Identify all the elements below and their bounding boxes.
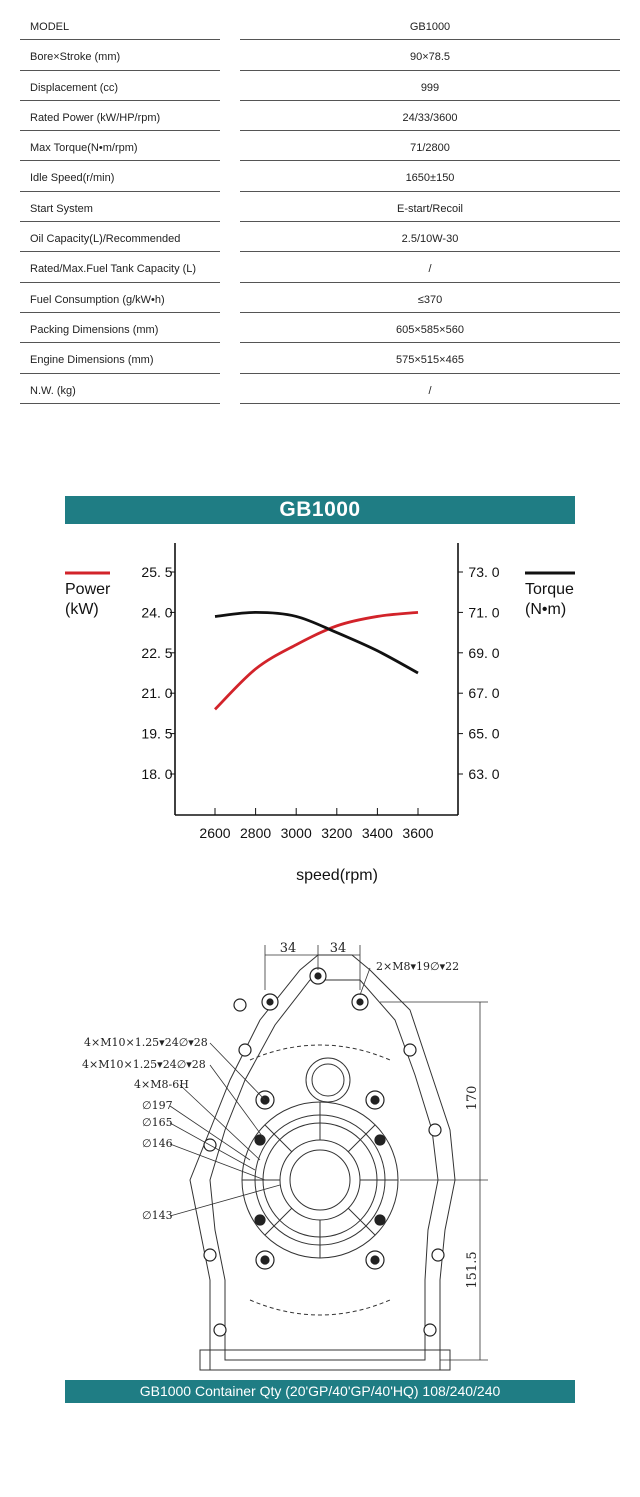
left-tick-label: 19. 5 [141, 725, 173, 742]
spec-value: E-start/Recoil [396, 202, 464, 215]
callout-left-6: ∅146 [142, 1137, 173, 1150]
spec-row [0, 101, 640, 131]
torque-legend-unit: (N•m) [525, 601, 567, 618]
spec-value: / [428, 384, 432, 397]
callout-left-2: 4×M10×1.25▾24∅▾28 [82, 1058, 206, 1071]
spec-row [0, 283, 640, 313]
spec-label: Bore×Stroke (mm) [30, 51, 121, 64]
callout-left-4: ∅197 [142, 1099, 173, 1112]
callout-left-7: ∅143 [142, 1209, 173, 1222]
spec-row [0, 161, 640, 191]
upper-hole [306, 1058, 350, 1102]
spec-value: ≤370 [417, 293, 443, 306]
spec-label: N.W. (kg) [30, 384, 76, 397]
dim-34-left: 34 [279, 941, 297, 956]
spec-value: 1650±150 [405, 172, 455, 185]
torque-curve [215, 612, 418, 673]
spec-value: 71/2800 [410, 142, 450, 155]
spec-label: Start System [30, 202, 93, 215]
dim-151-5: 151.5 [465, 1251, 480, 1289]
spec-table [0, 10, 640, 404]
spec-label: Packing Dimensions (mm) [30, 323, 159, 336]
x-tick-label: 3600 [402, 825, 434, 841]
spec-row [0, 252, 640, 282]
spec-value: 2.5/10W-30 [401, 233, 459, 246]
callout-left-3: 4×M8-6H [134, 1078, 189, 1091]
x-tick-label: 3400 [361, 825, 393, 841]
spec-row [0, 40, 640, 70]
spec-row [0, 10, 640, 40]
callout-left-5: ∅165 [142, 1116, 173, 1129]
spec-value: 90×78.5 [409, 51, 451, 64]
housing-inner-outline [210, 980, 438, 1360]
spec-label: Idle Speed(r/min) [30, 172, 115, 185]
spec-value: 575×515×465 [396, 354, 464, 367]
x-axis-label: speed(rpm) [296, 867, 378, 884]
left-tick-label: 25. 5 [141, 564, 173, 580]
x-tick-label: 2600 [199, 825, 231, 841]
spec-row [0, 192, 640, 222]
spec-row [0, 131, 640, 161]
spec-label: Rated Power (kW/HP/rpm) [30, 111, 161, 124]
spec-row [0, 374, 640, 404]
spec-label: Rated/Max.Fuel Tank Capacity (L) [30, 263, 197, 276]
right-tick-label: 63. 0 [468, 766, 500, 782]
x-tick-label: 3200 [321, 825, 353, 841]
left-tick-label: 18. 0 [141, 766, 173, 782]
callout-top: 2×M8▾19∅▾22 [376, 960, 460, 973]
spec-value: / [428, 263, 432, 276]
right-tick-label: 65. 0 [468, 725, 500, 742]
spec-row [0, 343, 640, 373]
spec-value: GB1000 [409, 21, 451, 33]
dim-170: 170 [465, 1085, 480, 1111]
engine-technical-drawing [60, 930, 580, 1376]
left-tick-label: 22. 5 [141, 644, 173, 661]
callout-left-1: 4×M10×1.25▾24∅▾28 [84, 1036, 208, 1049]
spec-value: 24/33/3600 [402, 111, 458, 124]
power-curve [215, 612, 418, 709]
bearing-circle-inner [290, 1150, 350, 1210]
chart-banner: GB1000 [65, 496, 575, 524]
right-tick-label: 69. 0 [468, 644, 500, 661]
spec-label: MODEL [30, 21, 70, 33]
right-tick-label: 67. 0 [468, 685, 500, 702]
spec-row [0, 313, 640, 343]
x-tick-label: 2800 [240, 825, 272, 841]
spec-row [0, 71, 640, 101]
spec-label: Fuel Consumption (g/kW•h) [30, 293, 165, 306]
power-legend-label: Power [65, 581, 111, 598]
left-tick-label: 24. 0 [141, 604, 173, 621]
spec-label: Max Torque(N•m/rpm) [30, 142, 138, 155]
spec-label-underline [20, 403, 220, 404]
spec-label: Displacement (cc) [30, 81, 119, 94]
container-qty-banner: GB1000 Container Qty (20'GP/40'GP/40'HQ) 108/240/240 [65, 1380, 575, 1403]
housing-outline [190, 955, 455, 1370]
power-legend-unit: (kW) [65, 601, 99, 618]
torque-legend-label: Torque [525, 581, 574, 598]
spec-value: 999 [420, 81, 440, 94]
right-tick-label: 73. 0 [468, 564, 500, 580]
spec-label: Engine Dimensions (mm) [30, 354, 154, 367]
dim-34-right: 34 [329, 941, 347, 956]
left-tick-label: 21. 0 [141, 685, 173, 702]
right-tick-label: 71. 0 [468, 604, 500, 621]
spec-row [0, 222, 640, 252]
spec-label: Oil Capacity(L)/Recommended [30, 233, 181, 246]
performance-chart [0, 530, 640, 890]
x-tick-label: 3000 [280, 825, 312, 841]
spec-value-underline [240, 403, 620, 404]
spec-value: 605×585×560 [396, 323, 464, 336]
